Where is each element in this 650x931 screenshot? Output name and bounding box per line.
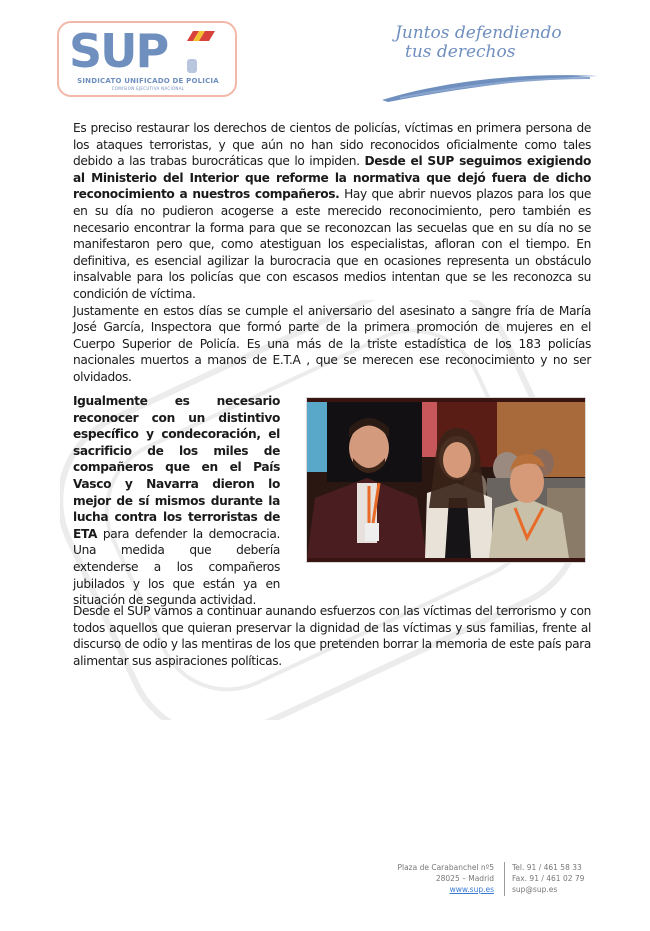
paragraph-4: Desde el SUP vamos a continuar aunando esfuerzos con las víctimas del terrorismo y con todos aquellos que quieran preservar la dignidad de las víctimas y sus familias, frente al discurso de odio y las mentiras de los que pretenden borrar la memoria de este país para alimentar sus aspiraciones políticas. xyxy=(73,604,591,668)
paragraph-3-bold-text: Igualmente es necesario reconocer con un distintivo específico y condecoración, el sacrificio de los miles de compañeros que en el País Vasco y Navarra dieron lo mejor de sí mismos durante la lucha contra los terroristas de ETA xyxy=(73,394,280,541)
paragraph-1 xyxy=(73,120,591,303)
logo-acronym: SUP xyxy=(69,24,168,78)
article-body xyxy=(73,120,591,386)
slogan xyxy=(395,24,595,62)
slogan-line-1: Juntos defendiendo xyxy=(395,23,562,43)
address-line-2: 28025 – Madrid xyxy=(435,874,494,883)
email-address[interactable]: sup@sup.es xyxy=(512,885,558,894)
sup-logo xyxy=(57,21,237,97)
phone-number: Tel. 91 / 461 58 33 xyxy=(512,863,582,872)
paragraph-1-text-cont: Hay que abrir nuevos plazos para los que en su día no pudieron acogerse a este merecido reconocimiento, pero también es necesario encontrar la forma para que se reconozcan las secuelas que en su día no se manifestaron pero que, como atestiguan los especialistas, afloran con el tiempo. En definitiva, es esencial agilizar la burocracia que en ocasiones representa un obstáculo insalvable para los policías que con escasos medios intentan que se les reconozca su condición de víctima. xyxy=(73,187,591,301)
footer-address xyxy=(390,862,494,895)
spain-flag-icon xyxy=(187,31,215,41)
footer-divider xyxy=(504,862,505,896)
paragraph-3 xyxy=(73,393,280,609)
police-crest-icon xyxy=(187,59,197,73)
fax-number: Fax. 91 / 461 02 79 xyxy=(512,874,585,883)
logo-name: SINDICATO UNIFICADO DE POLICIA xyxy=(77,77,219,85)
paragraph-2: Justamente en estos días se cumple el aniversario del asesinato a sangre fría de María José García, Inspectora que formó parte de la primera promoción de mujeres en el Cuerpo Superior de Policía. Es una más de la triste estadística de los 183 policías nacionales muertos a manos de E.T.A , que se merecen ese reconocimiento y no ser olvidados. xyxy=(73,303,591,384)
footer xyxy=(390,862,610,898)
footer-contact xyxy=(512,862,612,895)
website-link[interactable]: www.sup.es xyxy=(449,885,494,894)
paragraph-3-text: para defender la democracia. Una medida que debería extenderse a los compañeros jubilados y los que están ya en situación de segunda actividad. xyxy=(73,526,280,608)
letterhead xyxy=(0,0,650,110)
slogan-line-2: tus derechos xyxy=(405,42,516,62)
address-line-1: Plaza de Carabanchel nº5 xyxy=(397,863,494,872)
brush-stroke-decoration xyxy=(380,64,600,104)
event-photo xyxy=(306,397,586,563)
paragraph-1-bold-text: Desde el SUP seguimos exigiendo al Ministerio del Interior que reforme la normativa que dejó fuera de dicho reconocimiento a nuestros compañeros. xyxy=(73,154,592,202)
paragraph-1-text: Es preciso restaurar los derechos de cientos de policías, víctimas en primera persona de los ataques terroristas, y que aún no han sido reconocidos oficialmente como tales debido a las trabas burocráticas que lo impiden. xyxy=(73,121,591,169)
logo-subtitle: COMISION EJECUTIVA NACIONAL xyxy=(111,86,185,91)
event-photo-illustration xyxy=(307,398,585,562)
